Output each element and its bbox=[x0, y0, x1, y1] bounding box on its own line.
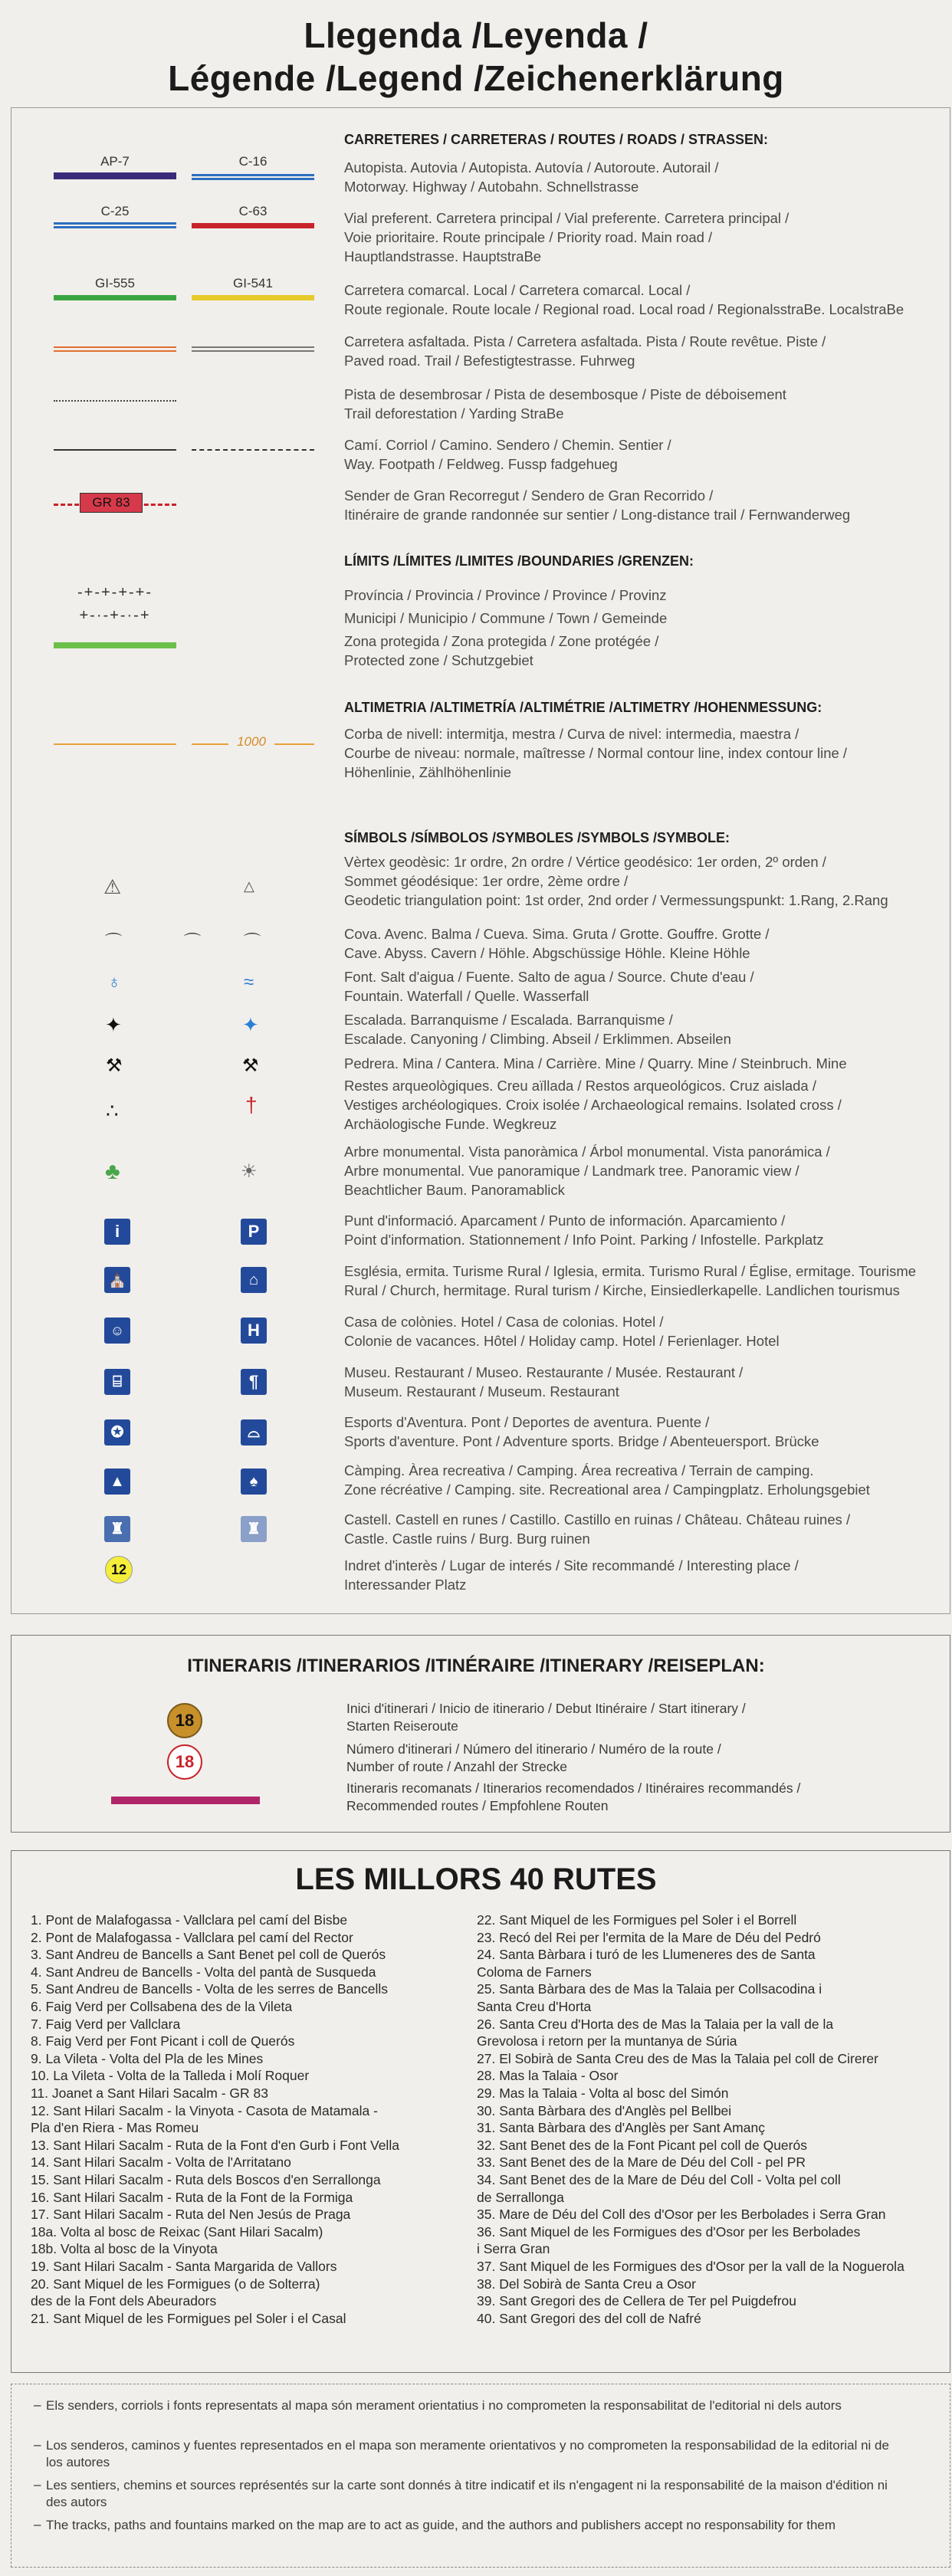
route-item: 26. Santa Creu d'Horta des de Mas la Talaia per la vall de la bbox=[477, 2016, 834, 2032]
symbol-desc-landmark-tree: Arbre monumental. Vista panoràmica / Árbol monumental. Vista panorámica / Arbre monumental. Vue panoramique / Landmark tree. Panoramic view / Beachtlicher Baum. Panoramablick bbox=[344, 1144, 830, 1198]
route-item: 23. Recó del Rei per l'ermita de la Mare de Déu del Pedró bbox=[477, 1929, 821, 1945]
symbol-desc-cave: Cova. Avenc. Balma / Cueva. Sima. Gruta / Grotte. Gouffre. Grotte / Cave. Abyss. Cavern / Höhle. Abgschüssige Höhle. Kleine Höhle bbox=[344, 926, 770, 961]
road-desc-priority: Vial preferent. Carretera principal / Vial preferente. Carretera principal / Voie prioritaire. Route principale / Priority road. Main road / Hauptlandstrasse. HauptstraBe bbox=[344, 210, 790, 264]
route-item: 5. Sant Andreu de Bancells - Volta de les serres de Bancells bbox=[31, 1981, 388, 1997]
index-contour-line-right bbox=[274, 743, 314, 745]
way-line bbox=[54, 449, 176, 451]
parking-icon: P bbox=[241, 1219, 267, 1245]
castle-ruins-icon: ♜ bbox=[241, 1516, 267, 1542]
route-item: 33. Sant Benet des de la Mare de Déu del Coll - pel PR bbox=[477, 2154, 806, 2171]
route-item: 39. Sant Gregori des de Cellera de Ter pel Puigdefrou bbox=[477, 2293, 797, 2309]
landmark-tree-icon: ♣ bbox=[105, 1159, 120, 1184]
contour-value-label: 1000 bbox=[237, 734, 266, 749]
route-item: 17. Sant Hilari Sacalm - Ruta del Nen Jesús de Praga bbox=[31, 2207, 351, 2223]
priority-road-line bbox=[54, 222, 176, 228]
route-item: Santa Creu d'Horta bbox=[477, 1999, 592, 2014]
boundary-desc-protected: Zona protegida / Zona protegida / Zone protégée / Protected zone / Schutzgebiet bbox=[344, 633, 659, 668]
deforestation-trail-line bbox=[54, 400, 176, 402]
route-item: 7. Faig Verd per Vallclara bbox=[31, 2016, 181, 2032]
boundaries-heading: LÍMITS /LÍMITES /LIMITES /BOUNDARIES /GRENZEN: bbox=[344, 553, 694, 569]
abyss-icon: ⌒ bbox=[184, 932, 202, 951]
archaeological-remains-icon: ∴ bbox=[106, 1099, 119, 1122]
symbol-desc-archaeological: Restes arqueològiques. Creu aïllada / Restos arqueológicos. Cruz aislada / Vestiges archéologiques. Croix isolée / Archaeological remains. Isolated cross / Archäologische Funde. Wegkreuz bbox=[344, 1078, 842, 1132]
note-bullet-4: – bbox=[34, 2517, 41, 2532]
climbing-icon: ✦ bbox=[105, 1013, 122, 1036]
route-item: 25. Santa Bàrbara des de Mas la Talaia per Collsacodina i bbox=[477, 1981, 822, 1997]
local-road-line bbox=[192, 295, 314, 300]
route-item: 2. Pont de Malafogassa - Vallclara pel camí del Rector bbox=[31, 1929, 353, 1945]
municipal-boundary-line: +-·-+-·-+ bbox=[79, 607, 151, 624]
route-item: de Serrallonga bbox=[477, 2189, 564, 2205]
route-item: 22. Sant Miquel de les Formigues pel Soler i el Borrell bbox=[477, 1912, 797, 1928]
camping-icon: ▲ bbox=[104, 1468, 130, 1495]
symbol-desc-church: Església, ermita. Turisme Rural / Iglesia, ermita. Turismo Rural / Église, ermitage. Tourisme Rural / Church, hermitage. Rural turism / Kirche, Einsiedlerkapelle. Landlichen tourismus bbox=[344, 1263, 917, 1298]
route-item: 38. Del Sobirà de Santa Creu a Osor bbox=[477, 2276, 696, 2292]
route-item: 1. Pont de Malafogassa - Vallclara pel camí del Bisbe bbox=[31, 1912, 348, 1928]
route-item: Coloma de Farners bbox=[477, 1964, 592, 1980]
intermediate-contour-line bbox=[54, 743, 176, 745]
route-item: 40. Sant Gregori des del coll de Nafré bbox=[477, 2310, 701, 2326]
note-bullet-1: – bbox=[34, 2397, 41, 2412]
route-item: 28. Mas la Talaia - Osor bbox=[477, 2068, 619, 2084]
symbol-desc-interesting-place: Indret d'interès / Lugar de interés / Site recommandé / Interesting place / Interessander Platz bbox=[344, 1557, 799, 1593]
note-bullet-3: – bbox=[34, 2477, 41, 2492]
cavern-icon: ⌒ bbox=[244, 932, 261, 951]
route-item: 8. Faig Verd per Font Picant i coll de Querós bbox=[31, 2033, 295, 2049]
footpath-line bbox=[192, 449, 314, 451]
route-item: 18b. Volta al bosc de la Vinyota bbox=[31, 2241, 218, 2257]
note-english: The tracks, paths and fountains marked on the map are to act as guide, and the authors and publishers accept no responsability for them bbox=[46, 2518, 836, 2532]
interesting-place-icon: 12 bbox=[105, 1556, 133, 1583]
road-desc-long-distance: Sender de Gran Recorregut / Sendero de Gran Recorrido / Itinéraire de grande randonnée sur sentier / Long-distance trail / Fernwanderweg bbox=[344, 487, 851, 523]
symbol-desc-holiday-camp: Casa de colònies. Hotel / Casa de colonias. Hotel / Colonie de vacances. Hôtel / Holiday camp. Hotel / Ferienlager. Hotel bbox=[344, 1314, 780, 1349]
altimetry-heading: ALTIMETRIA /ALTIMETRÍA /ALTIMÉTRIE /ALTIMETRY /HOHENMESSUNG: bbox=[344, 700, 822, 715]
church-icon: ⛪ bbox=[104, 1267, 130, 1293]
holiday-camp-icon: ☺ bbox=[104, 1318, 130, 1344]
roads-heading: CARRETERES / CARRETERAS / ROUTES / ROADS / STRASSEN: bbox=[344, 132, 769, 147]
road-desc-footpath: Camí. Corriol / Camino. Sendero / Chemin. Sentier / Way. Footpath / Feldweg. Fussp fadgehueg bbox=[344, 437, 671, 472]
isolated-cross-icon: † bbox=[245, 1093, 258, 1117]
note-catalan: Els senders, corriols i fonts representats al mapa són merament orientatius i no comprometen la responsabilitat de l'editorial ni dels autors bbox=[46, 2398, 842, 2413]
route-item: 20. Sant Miquel de les Formigues (o de Solterra) bbox=[31, 2276, 320, 2292]
geodetic-2nd-order-icon: △ bbox=[244, 878, 254, 894]
route-item: 29. Mas la Talaia - Volta al bosc del Simón bbox=[477, 2085, 729, 2101]
boundary-desc-province: Província / Provincia / Province / Province / Provinz bbox=[344, 587, 667, 603]
route-item: 27. El Sobirà de Santa Creu des de Mas la Talaia pel coll de Cirerer bbox=[477, 2050, 878, 2066]
route-item: 12. Sant Hilari Sacalm - la Vinyota - Casota de Matamala - bbox=[31, 2102, 378, 2118]
symbol-desc-castle: Castell. Castell en runes / Castillo. Castillo en ruinas / Château. Château ruines / Castle. Castle ruins / Burg. Burg ruinen bbox=[344, 1511, 851, 1547]
symbol-desc-geodetic: Vèrtex geodèsic: 1r ordre, 2n ordre / Vértice geodésico: 1er orden, 2º orden / Sommet géodésique: 1er ordre, 2ème ordre / Geodetic triangulation point: 1st order, 2nd order / Vermessungspunkt: 1.Rang, 2.Rang bbox=[344, 854, 888, 908]
route-number-icon: 18 bbox=[167, 1744, 202, 1780]
route-item: Pla d'en Riera - Mas Romeu bbox=[31, 2120, 199, 2136]
trail-line bbox=[192, 346, 314, 352]
province-boundary-line: -+-+-+-+- bbox=[77, 584, 153, 601]
road-label-gi541: GI-541 bbox=[233, 276, 273, 290]
note-bullet-2: – bbox=[34, 2437, 41, 2452]
motorway-line bbox=[54, 172, 176, 179]
hotel-icon: H bbox=[241, 1318, 267, 1344]
route-item: 30. Santa Bàrbara des d'Anglès pel Bellbei bbox=[477, 2102, 732, 2118]
cave-icon: ⌒ bbox=[105, 932, 123, 951]
route-item: i Serra Gran bbox=[477, 2241, 550, 2257]
castle-icon: ♜ bbox=[104, 1516, 130, 1542]
route-item: 13. Sant Hilari Sacalm - Ruta de la Font d'en Gurb i Font Vella bbox=[31, 2137, 399, 2153]
note-french: Les sentiers, chemins et sources représentés sur la carte sont donnés à titre indicatif et ils n'engagent ni la responsabilité de la maison d'édition ni des autors bbox=[46, 2478, 888, 2509]
route-item: 24. Santa Bàrbara i turó de les Llumeneres des de Santa bbox=[477, 1947, 816, 1963]
route-item: 34. Sant Benet des de la Mare de Déu del Coll - Volta pel coll bbox=[477, 2172, 841, 2187]
route-item: 36. Sant Miquel de les Formigues des d'Osor per les Berbolades bbox=[477, 2223, 861, 2240]
regional-road-line bbox=[54, 295, 176, 300]
itinerary-heading: ITINERARIS /ITINERARIOS /ITINÉRAIRE /ITINERARY /REISEPLAN: bbox=[187, 1656, 765, 1676]
mine-icon: ⚒ bbox=[242, 1055, 259, 1076]
routes-heading: LES MILLORS 40 RUTES bbox=[295, 1862, 657, 1896]
boundary-desc-municipal: Municipi / Municipio / Commune / Town / Gemeinde bbox=[344, 610, 668, 626]
itinerary-desc-recommended: Itineraris recomanats / Itinerarios recomendados / Itinéraires recommandés / Recommended routes / Empfohlene Routen bbox=[346, 1780, 801, 1813]
route-item: Grevolosa i retorn per la muntanya de Súria bbox=[477, 2033, 737, 2049]
altimetry-desc: Corba de nivell: intermitja, mestra / Curva de nivel: intermedia, maestra / Courbe de niveau: normale, maîtresse / Normal contour line, index contour line / Höhenlinie, Zählhöhenlinie bbox=[344, 726, 848, 780]
bridge-icon: ⌓ bbox=[241, 1419, 267, 1446]
quarry-icon: ⚒ bbox=[106, 1055, 123, 1076]
road-desc-deforestation: Pista de desembrosar / Pista de desembosque / Piste de déboisement Trail deforestation / Yarding StraBe bbox=[344, 386, 786, 422]
symbol-desc-info-point: Punt d'informació. Aparcament / Punto de información. Aparcamiento / Point d'information. Stationnement / Info Point. Parking / Infostelle. Parkplatz bbox=[344, 1213, 824, 1248]
route-item: 19. Sant Hilari Sacalm - Santa Margarida de Vallors bbox=[31, 2259, 337, 2274]
restaurant-icon: ¶ bbox=[241, 1369, 267, 1395]
route-item: 18a. Volta al bosc de Reixac (Sant Hilari Sacalm) bbox=[31, 2223, 323, 2240]
route-item: 3. Sant Andreu de Bancells a Sant Benet pel coll de Querós bbox=[31, 1947, 386, 1963]
route-item: 31. Santa Bàrbara des d'Anglès per Sant Amanç bbox=[477, 2120, 765, 2136]
itinerary-desc-number: Número d'itinerari / Número del itinerario / Numéro de la route / Number of route / Anzahl der Strecke bbox=[346, 1741, 721, 1774]
rural-tourism-icon: ⌂ bbox=[241, 1267, 267, 1293]
road-label-c25: C-25 bbox=[100, 204, 130, 218]
symbol-desc-fountain: Font. Salt d'aigua / Fuente. Salto de agua / Source. Chute d'eau / Fountain. Waterfall / Quelle. Wasserfall bbox=[344, 969, 754, 1004]
museum-icon: ⌸ bbox=[104, 1369, 130, 1395]
info-point-icon: i bbox=[104, 1219, 130, 1245]
route-item: 14. Sant Hilari Sacalm - Volta de l'Arritatano bbox=[31, 2154, 291, 2171]
road-desc-motorway: Autopista. Autovia / Autopista. Autovía / Autoroute. Autorail / Motorway. Highway / Autobahn. Schnellstrasse bbox=[344, 159, 719, 195]
route-item: 32. Sant Benet des de la Font Picant pel coll de Querós bbox=[477, 2137, 807, 2153]
title-line-2: Légende /Legend /Zeichenerklärung bbox=[168, 58, 784, 98]
route-item: 35. Mare de Déu del Coll des d'Osor per les Berbolades i Serra Gran bbox=[477, 2207, 886, 2223]
route-item: des de la Font dels Abeuradors bbox=[31, 2293, 217, 2309]
geodetic-1st-order-icon: ⚠ bbox=[103, 875, 122, 898]
route-item: 6. Faig Verd per Collsabena des de la Vileta bbox=[31, 1999, 293, 2014]
adventure-sports-icon: ✪ bbox=[104, 1419, 130, 1446]
index-contour-line-left bbox=[192, 743, 228, 745]
highway-line bbox=[192, 174, 314, 180]
road-desc-regional: Carretera comarcal. Local / Carretera comarcal. Local / Route regionale. Route locale / Regional road. Local road / RegionalsstraBe. LocalstraBe bbox=[344, 282, 904, 317]
route-item: 10. La Vileta - Volta de la Talleda i Molí Roquer bbox=[31, 2068, 310, 2084]
route-item: 16. Sant Hilari Sacalm - Ruta de la Font de la Formiga bbox=[31, 2189, 353, 2205]
paved-road-line bbox=[54, 346, 176, 352]
symbol-desc-climbing: Escalada. Barranquisme / Escalada. Barranquisme / Escalade. Canyoning / Climbing. Abseil / Erklimmen. Abseilen bbox=[344, 1012, 731, 1047]
panoramic-view-icon: ☀ bbox=[241, 1161, 258, 1182]
route-item: 15. Sant Hilari Sacalm - Ruta dels Boscos d'en Serrallonga bbox=[31, 2172, 381, 2187]
road-desc-paved: Carretera asfaltada. Pista / Carretera asfaltada. Pista / Route revêtue. Piste / Paved road. Trail / Befestigtestrasse. Fuhrweg bbox=[344, 333, 826, 369]
waterfall-icon: ≈ bbox=[244, 972, 254, 993]
symbol-desc-camping: Càmping. Àrea recreativa / Camping. Área recreativa / Terrain de camping. Zone récréative / Camping. site. Recreational area / Campingplatz. Erholungsgebiet bbox=[344, 1462, 870, 1498]
canyoning-icon: ✦ bbox=[242, 1013, 259, 1036]
gr-trail-badge: GR 83 bbox=[80, 493, 143, 513]
symbol-desc-adventure: Esports d'Aventura. Pont / Deportes de aventura. Puente / Sports d'aventure. Pont / Adventure sports. Bridge / Abenteuersport. Brücke bbox=[344, 1414, 819, 1449]
page-title bbox=[0, 14, 952, 100]
road-label-c16: C-16 bbox=[238, 154, 268, 169]
fountain-icon: ♁ bbox=[107, 972, 121, 993]
route-item: 21. Sant Miquel de les Formigues pel Soler i el Casal bbox=[31, 2310, 346, 2326]
symbols-heading: SÍMBOLS /SÍMBOLOS /SYMBOLES /SYMBOLS /SYMBOLE: bbox=[344, 830, 730, 845]
note-spanish: Los senderos, caminos y fuentes representados en el mapa son meramente orientativos y no comprometen la responsabilidad de la editorial ni de los autores bbox=[46, 2438, 889, 2469]
symbol-desc-quarry: Pedrera. Mina / Cantera. Mina / Carrière. Mine / Quarry. Mine / Steinbruch. Mine bbox=[344, 1055, 847, 1071]
recreational-area-icon: ♠ bbox=[241, 1468, 267, 1495]
route-item: 4. Sant Andreu de Bancells - Volta del pantà de Susqueda bbox=[31, 1964, 376, 1980]
recommended-route-line bbox=[111, 1797, 260, 1804]
road-label-ap7: AP-7 bbox=[100, 154, 130, 169]
road-label-c63: C-63 bbox=[238, 204, 268, 218]
route-item: 11. Joanet a Sant Hilari Sacalm - GR 83 bbox=[31, 2085, 268, 2101]
symbol-desc-museum: Museu. Restaurant / Museo. Restaurante / Musée. Restaurant / Museum. Restaurant / Museum. Restaurant bbox=[344, 1364, 744, 1400]
main-road-line bbox=[192, 223, 314, 228]
protected-zone-line bbox=[54, 642, 176, 648]
road-label-gi555: GI-555 bbox=[95, 276, 135, 290]
route-item: 9. La Vileta - Volta del Pla de les Mines bbox=[31, 2050, 264, 2066]
itinerary-desc-start: Inici d'itinerari / Inicio de itinerario / Debut Itinéraire / Start itinerary / Starten Reiseroute bbox=[346, 1701, 746, 1734]
start-itinerary-icon: 18 bbox=[167, 1703, 202, 1738]
route-item: 37. Sant Miquel de les Formigues des d'Osor per la vall de la Noguerola bbox=[477, 2259, 904, 2274]
title-line-1: Llegenda /Leyenda / bbox=[304, 15, 648, 55]
